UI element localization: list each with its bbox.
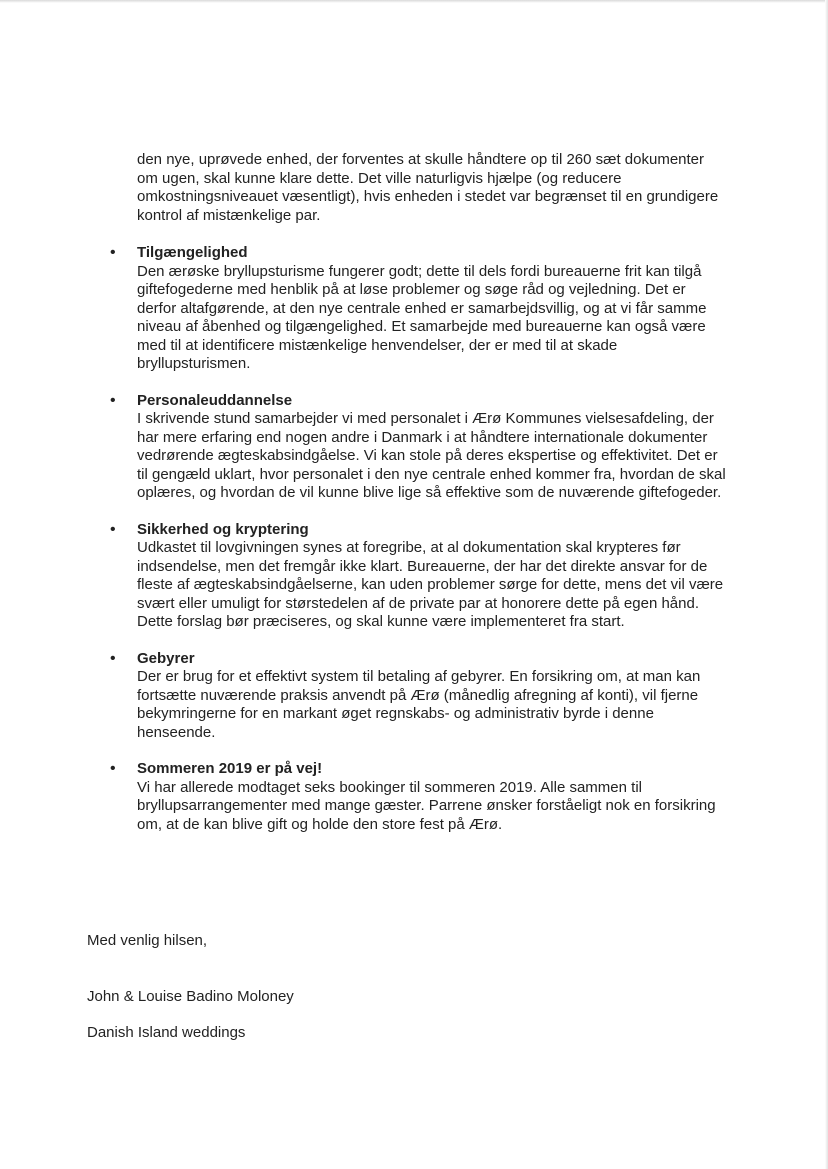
section-body: Udkastet til lovgivningen synes at foregribe, at al dokumentation skal krypteres før indsendelse, men det fremgår ikke klart. Bureauerne, der har det direkte ansvar for de fleste af ægteskabsindgåelserne, kan uden problemer sørge for dette, mens det vil være svært eller umuligt for størstedelen af de private par at honorere dette på egen hånd. Dette forslag bør præciseres, og skal kunne være implementeret fra start. [137,539,724,630]
section-heading: Sommeren 2019 er på vej! [137,760,323,777]
section-heading: Sikkerhed og kryptering [137,520,309,538]
bullet-icon: • [110,649,116,667]
section-heading: Gebyrer [137,649,195,667]
section-body: I skrivende stund samarbejder vi med personalet i Ærø Kommunes vielsesafdeling, der har mere erfaring end nogen andre i Danmark i at håndtere internationale dokumenter vedrørende ægteskabsindgåelse. Vi kan stole på deres ekspertise og effektivitet. Det er til gengæld uklart, hvor personalet i den nye centrale enhed kommer fra, hvordan de skal oplæres, og hvordan de vil kunne blive lige så effektive som de nuværende giftefogeder. [137,410,726,501]
signer-name: John & Louise Badino Moloney [87,988,294,1005]
bullet-item-gebyrer [0,650,727,743]
company-name: Danish Island weddings [87,1024,246,1041]
bullet-icon: • [110,520,116,538]
bullet-icon: • [110,760,116,777]
section-body: Vi har allerede modtaget seks bookinger til sommeren 2019. Alle sammen til bryllupsarrangementer med mange gæster. Parrene ønsker forståeligt nok en forsikring om, at de kan blive gift og holde den store fest på Ærø. [137,778,716,833]
section-body: Der er brug for et effektivt system til betaling af gebyrer. En forsikring om, at man kan fortsætte nuværende praksis anvendt på Ærø (månedlig afregning af konti), vil fjerne bekymringerne for en markant øget regnskabs- og administrativ byrde i denne henseende. [137,668,701,741]
bullet-list [0,244,828,852]
bullet-item-sikkerhed [0,521,727,632]
section-heading: Tilgængelighed [137,244,248,261]
continuation-paragraph: den nye, uprøvede enhed, der forventes at skulle håndtere op til 260 sæt dokumenter om ugen, skal kunne klare dette. Det ville naturligvis hjælpe (og reducere omkostningsniveauet væsentligt), hvis enheden i stedet var begrænset til en grundigere kontrol af mistænkelige par. [137,151,719,224]
bullet-icon: • [110,391,116,409]
section-heading: Personaleuddannelse [137,391,293,409]
bullet-item-sommeren-2019 [0,760,727,834]
bullet-item-personaleuddannelse [0,392,727,503]
closing-greeting: Med venlig hilsen, [87,932,208,949]
bullet-item-tilgaengelighed [0,244,727,374]
bullet-icon: • [110,244,116,261]
section-body: Den ærøske bryllupsturisme fungerer godt; dette til dels fordi bureauerne frit kan tilgå giftefogederne med henblik på at løse problemer og søge råd og vejledning. Det er derfor altafgørende, at den nye centrale enhed er samarbejdsvillig, og at vi får samme niveau af åbenhed og tilgængelighed. Et samarbejde med bureauerne kan også være med til at identificere mistænkelige henvendelser, der er med til at skade bryllupsturismen. [137,262,707,372]
scan-edge-top [0,0,828,3]
